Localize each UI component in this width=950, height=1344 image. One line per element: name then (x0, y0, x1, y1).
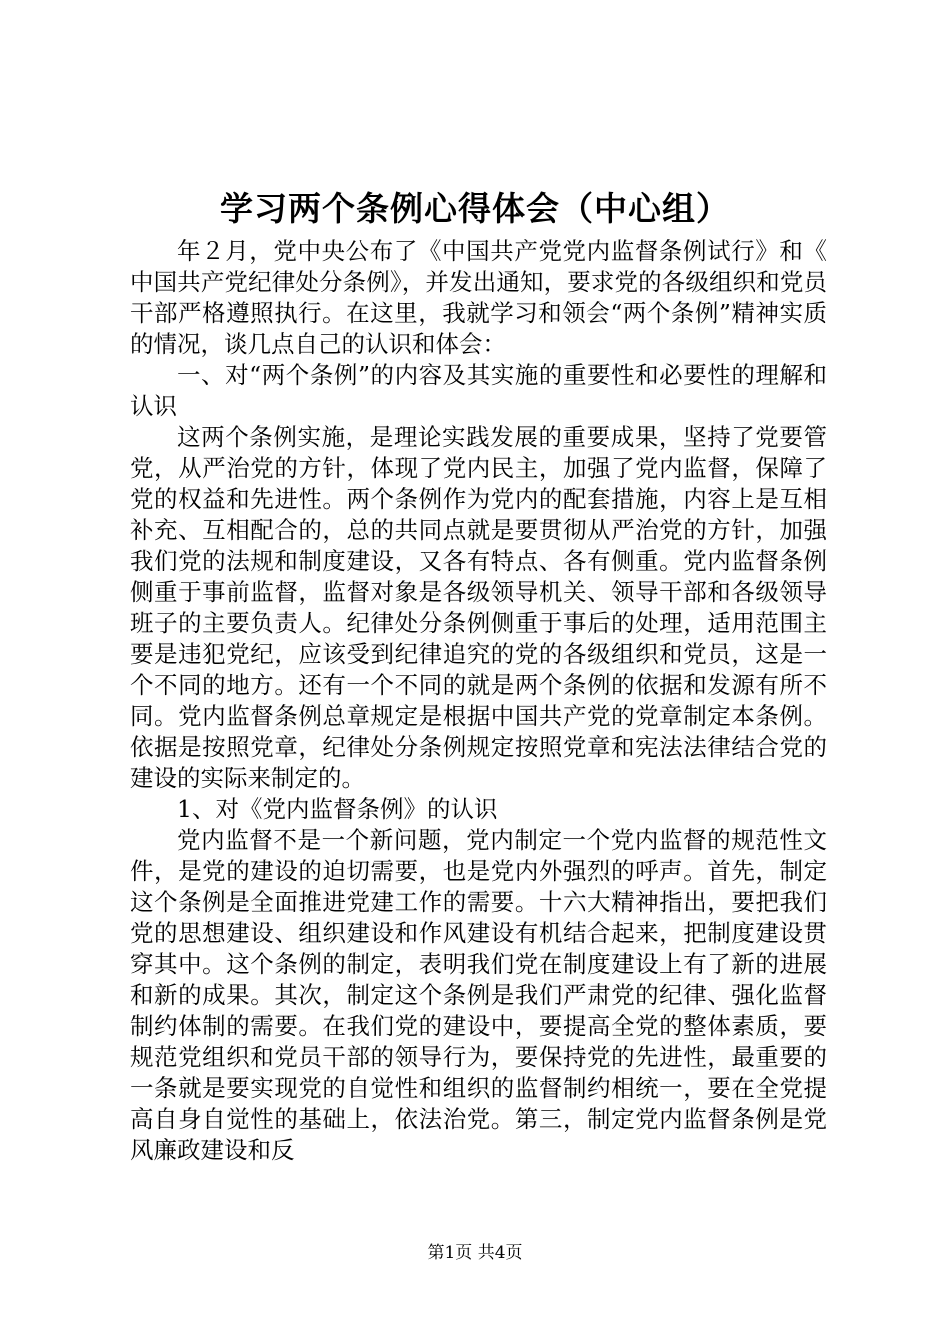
section-heading-1: 一、对“两个条例”的内容及其实施的重要性和必要性的理解和认识 (130, 361, 827, 420)
paragraph-subsection-1: 党内监督不是一个新问题，党内制定一个党内监督的规范性文件，是党的建设的迫切需要，也是党内外强烈的呼声。首先，制定这个条例是全面推进党建工作的需要。十六大精神指出，要把我们党的思想建设、组织建设和作风建设有机结合起来，把制度建设贯穿其中。这个条例的制定，表明我们党在制度建设上有了新的进展和新的成果。其次，制定这个条例是我们严肃党的纪律、强化监督制约体制的需要。在我们党的建设中，要提高全党的整体素质，要规范党组织和党员干部的领导行为，要保持党的先进性，最重要的一条就是要实现党的自觉性和组织的监督制约相统一，要在全党提高自身自觉性的基础上，依法治党。第三，制定党内监督条例是党风廉政建设和反 (130, 826, 827, 1164)
paragraph-intro: 年２月，党中央公布了《中国共产党党内监督条例试行》和《中国共产党纪律处分条例》，并发出通知，要求党的各级组织和党员干部严格遵照执行。在这里，我就学习和领会“两个条例”精神实质的情况，谈几点自己的认识和体会： (130, 237, 827, 358)
document-title: 学习两个条例心得体会（中心组） (220, 189, 730, 228)
document-body (130, 236, 827, 1166)
paragraph-section-1: 这两个条例实施，是理论实践发展的重要成果，坚持了党要管党，从严治党的方针，体现了党内民主，加强了党内监督，保障了党的权益和先进性。两个条例作为党内的配套措施，内容上是互相补充、互相配合的，总的共同点就是要贯彻从严治党的方针，加强我们党的法规和制度建设，又各有特点、各有侧重。党内监督条例侧重于事前监督，监督对象是各级领导机关、领导干部和各级领导班子的主要负责人。纪律处分条例侧重于事后的处理，适用范围主要是违犯党纪，应该受到纪律追究的党的各级组织和党员，这是一个不同的地方。还有一个不同的就是两个条例的依据和发源有所不同。党内监督条例总章规定是根据中国共产党的党章制定本条例。依据是按照党章，纪律处分条例规定按照党章和宪法法律结合党的建设的实际来制定的。 (130, 423, 827, 792)
page-number-footer: 第1页 共4页 (427, 1243, 523, 1263)
subsection-heading-1: 1、对《党内监督条例》的认识 (177, 795, 498, 823)
